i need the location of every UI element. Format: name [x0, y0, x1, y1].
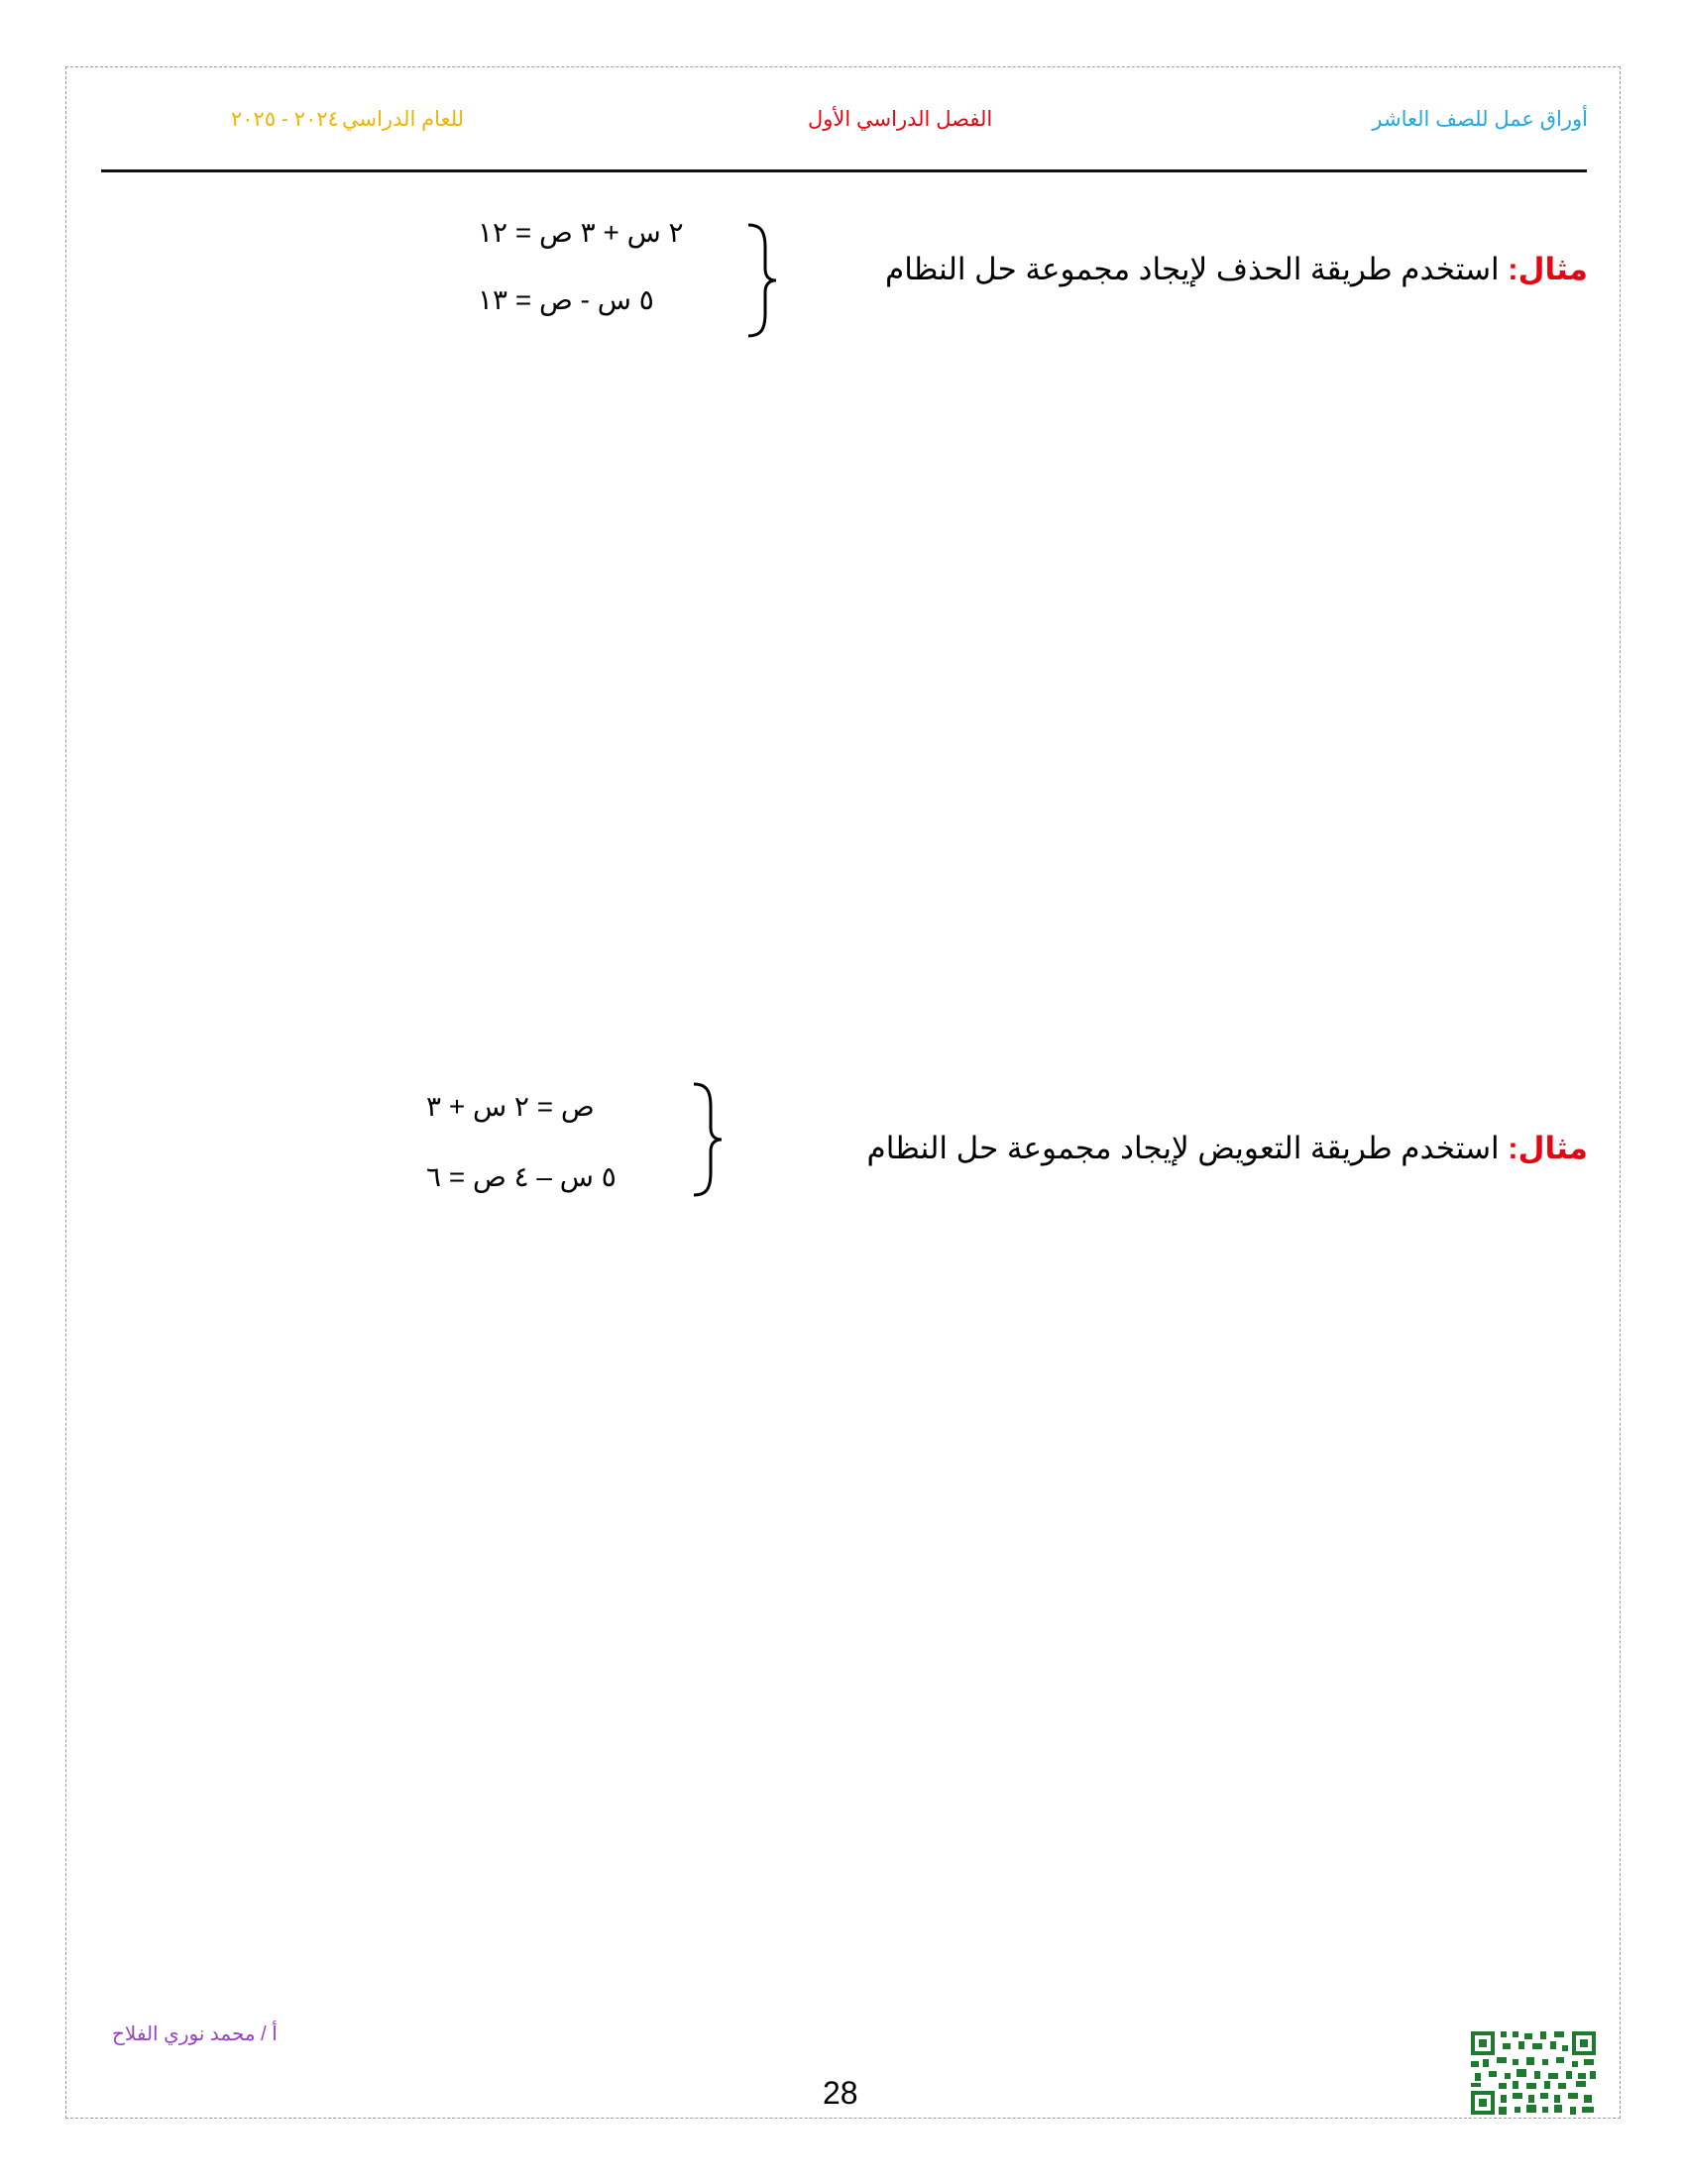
- qr-code-icon: [1469, 2029, 1598, 2117]
- example-2-equation-1: ص = ٢ س + ٣: [426, 1091, 595, 1122]
- example-1-text: استخدم طريقة الحذف لإيجاد مجموعة حل النظام: [885, 252, 1509, 286]
- header-worksheet-title: أوراق عمل للصف العاشر: [1372, 108, 1588, 131]
- right-curly-brace-icon: [745, 222, 779, 339]
- footer-author: أ / محمد نوري الفلاح: [112, 2023, 278, 2045]
- example-1-equation-1: ٢ س + ٣ ص = ١٢: [478, 217, 684, 248]
- right-curly-brace-icon: [691, 1081, 725, 1198]
- example-2-statement: [867, 1131, 1588, 1166]
- example-1-equation-2: ٥ س - ص = ١٣: [478, 284, 654, 315]
- example-2-equation-2: ٥ س – ٤ ص = ٦: [426, 1161, 617, 1192]
- page-border: [65, 66, 1621, 2119]
- example-2-text: استخدم طريقة التعويض لإيجاد مجموعة حل النظام: [866, 1131, 1509, 1165]
- header-year-value: ٢٠٢٤ - ٢٠٢٥: [231, 108, 339, 131]
- header-year-label: للعام الدراسي: [342, 108, 465, 131]
- example-2-label: مثال:: [1508, 1131, 1588, 1165]
- example-1-label: مثال:: [1508, 252, 1588, 286]
- page-number: 28: [823, 2075, 858, 2111]
- example-1-statement: [885, 252, 1588, 287]
- header-divider: [101, 169, 1587, 172]
- header-semester: الفصل الدراسي الأول: [808, 108, 993, 131]
